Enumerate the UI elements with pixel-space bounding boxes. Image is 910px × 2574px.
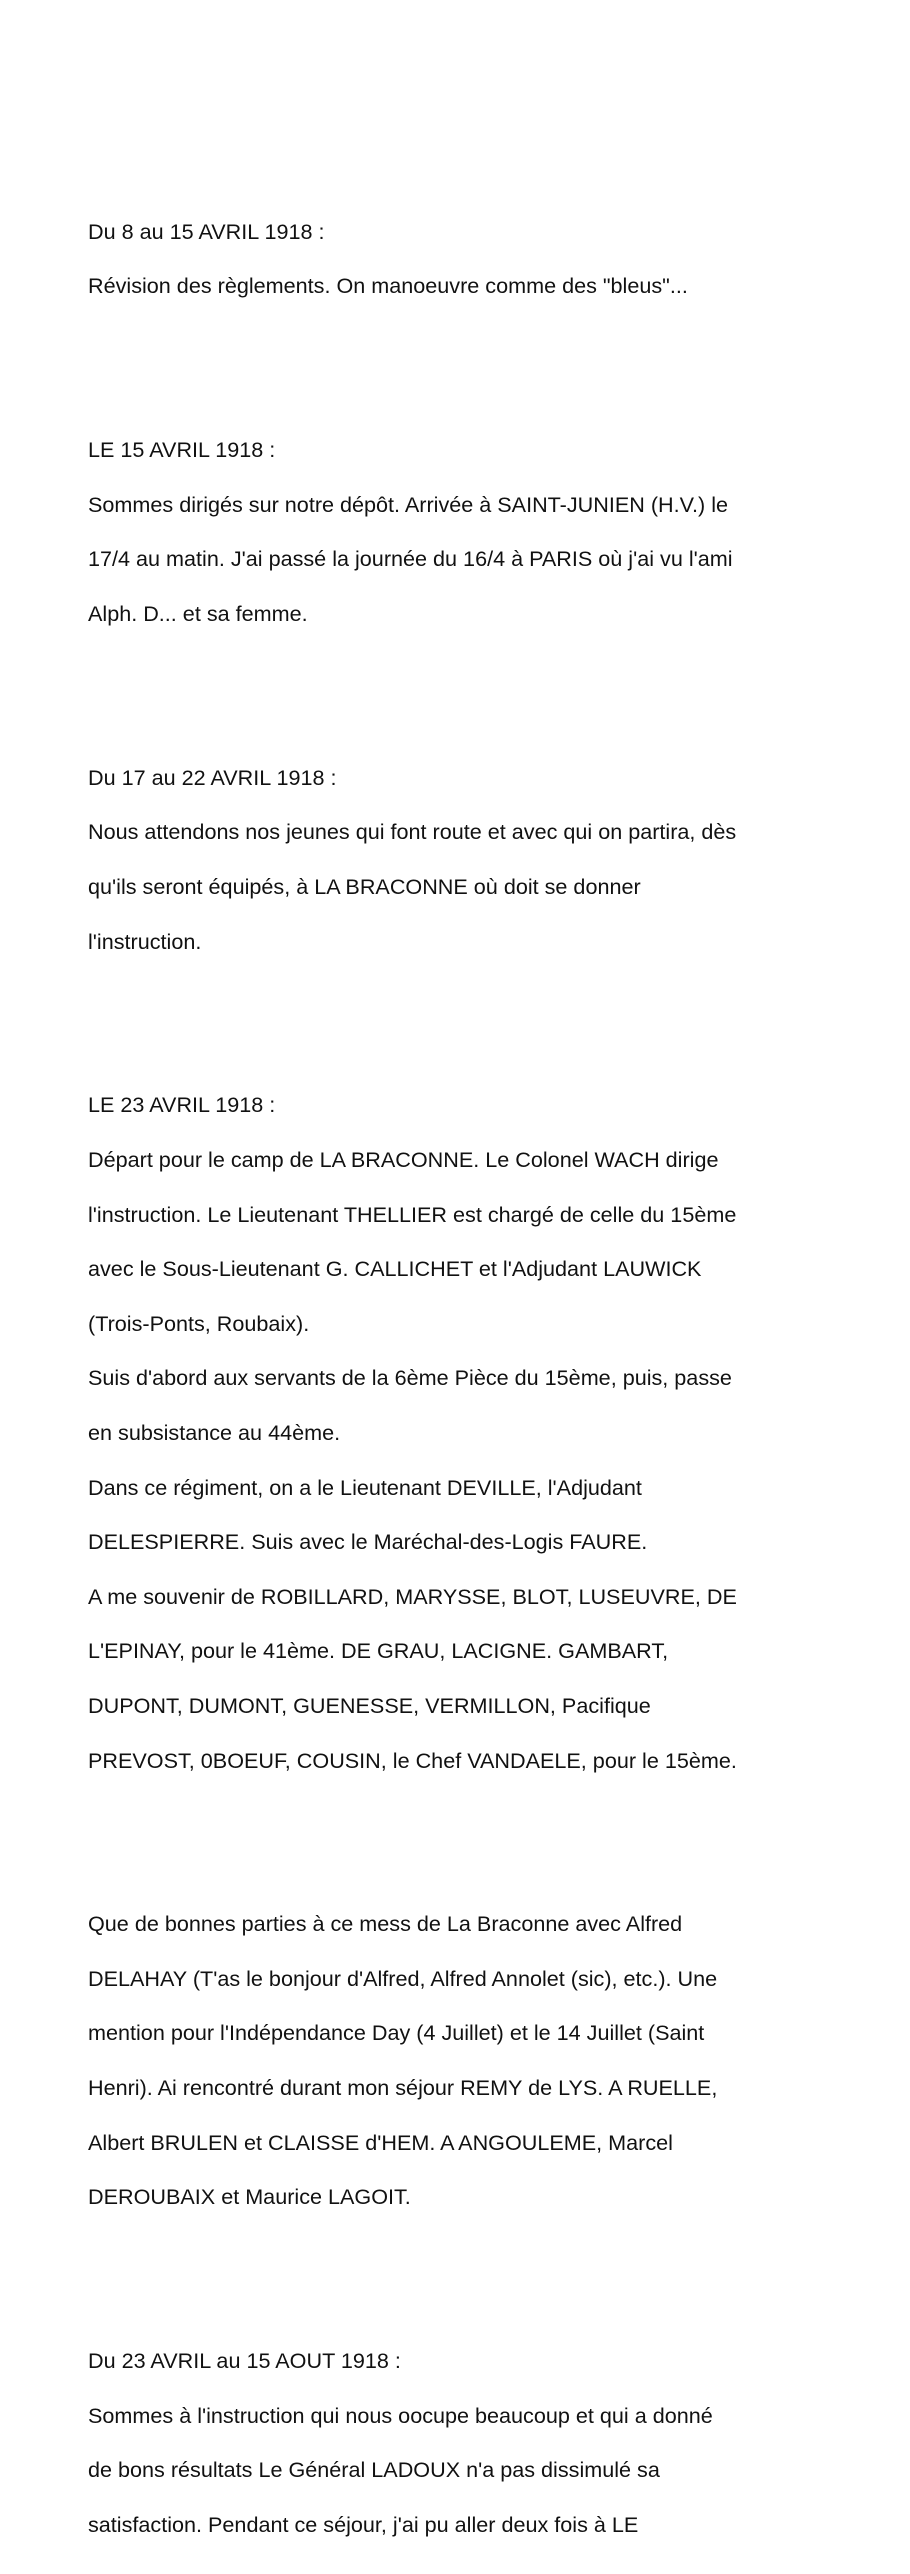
- text-line: (Trois-Ponts, Roubaix).: [88, 1310, 310, 1336]
- text-line: l'instruction. Le Lieutenant THELLIER est chargé de celle du 15ème: [88, 1201, 737, 1227]
- text-line: L'EPINAY, pour le 41ème. DE GRAU, LACIGNE. GAMBART,: [88, 1638, 669, 1664]
- text-line: Henri). Ai rencontré durant mon séjour REMY de LYS. A RUELLE,: [88, 2075, 718, 2101]
- entry-date: LE 15 AVRIL 1918 :: [88, 437, 276, 463]
- text-line: DUPONT, DUMONT, GUENESSE, VERMILLON, Pacifique: [88, 1692, 651, 1718]
- diary-entry: [88, 191, 828, 327]
- entry-date: Du 8 au 15 AVRIL 1918 :: [88, 218, 325, 244]
- text-line: l'instruction.: [88, 928, 202, 954]
- text-line: Nous attendons nos jeunes qui font route et avec qui on partira, dès: [88, 819, 737, 845]
- text-line: mention pour l'Indépendance Day (4 Juillet) et le 14 Juillet (Saint: [88, 2020, 705, 2046]
- document-page: [88, 136, 828, 2574]
- text-line: A me souvenir de ROBILLARD, MARYSSE, BLOT, LUSEUVRE, DE: [88, 1583, 737, 1609]
- entry-date: LE 23 AVRIL 1918 :: [88, 1092, 276, 1118]
- text-line: DELESPIERRE. Suis avec le Maréchal-des-Logis FAURE.: [88, 1529, 648, 1555]
- text-line: Alph. D... et sa femme.: [88, 601, 308, 627]
- text-line: DEROUBAIX et Maurice LAGOIT.: [88, 2184, 411, 2210]
- text-line: satisfaction. Pendant ce séjour, j'ai pu aller deux fois à LE: [88, 2511, 639, 2537]
- text-line: Sommes à l'instruction qui nous oocupe beaucoup et qui a donné: [88, 2402, 713, 2428]
- diary-entry: [88, 1064, 828, 1801]
- text-line: Suis d'abord aux servants de la 6ème Pièce du 15ème, puis, passe: [88, 1365, 732, 1391]
- entry-date: Du 23 AVRIL au 15 AOUT 1918 :: [88, 2348, 401, 2374]
- text-line: 17/4 au matin. J'ai passé la journée du 16/4 à PARIS où j'ai vu l'ami: [88, 546, 733, 572]
- text-line: Albert BRULEN et CLAISSE d'HEM. A ANGOULEME, Marcel: [88, 2129, 673, 2155]
- diary-entry: [88, 409, 828, 655]
- text-line: Sommes dirigés sur notre dépôt. Arrivée à SAINT-JUNIEN (H.V.) le: [88, 491, 729, 517]
- diary-entry: [88, 737, 828, 983]
- text-line: DELAHAY (T'as le bonjour d'Alfred, Alfred Annolet (sic), etc.). Une: [88, 1965, 718, 1991]
- text-line: Que de bonnes parties à ce mess de La Braconne avec Alfred: [88, 1911, 683, 1937]
- entry-date: Du 17 au 22 AVRIL 1918 :: [88, 764, 337, 790]
- text-line: avec le Sous-Lieutenant G. CALLICHET et l'Adjudant LAUWICK: [88, 1256, 702, 1282]
- text-line: PREVOST, 0BOEUF, COUSIN, le Chef VANDAELE, pour le 15ème.: [88, 1747, 737, 1773]
- text-line: de bons résultats Le Général LADOUX n'a pas dissimulé sa: [88, 2457, 660, 2483]
- text-line: Dans ce régiment, on a le Lieutenant DEVILLE, l'Adjudant: [88, 1474, 642, 1500]
- text-line: en subsistance au 44ème.: [88, 1419, 341, 1445]
- text-line: qu'ils seront équipés, à LA BRACONNE où doit se donner: [88, 874, 641, 900]
- text-line: Départ pour le camp de LA BRACONNE. Le Colonel WACH dirige: [88, 1146, 719, 1172]
- text-line: Révision des règlements. On manoeuvre comme des "bleus"...: [88, 273, 688, 299]
- diary-entry: [88, 2320, 828, 2566]
- diary-entry: [88, 1883, 828, 2238]
